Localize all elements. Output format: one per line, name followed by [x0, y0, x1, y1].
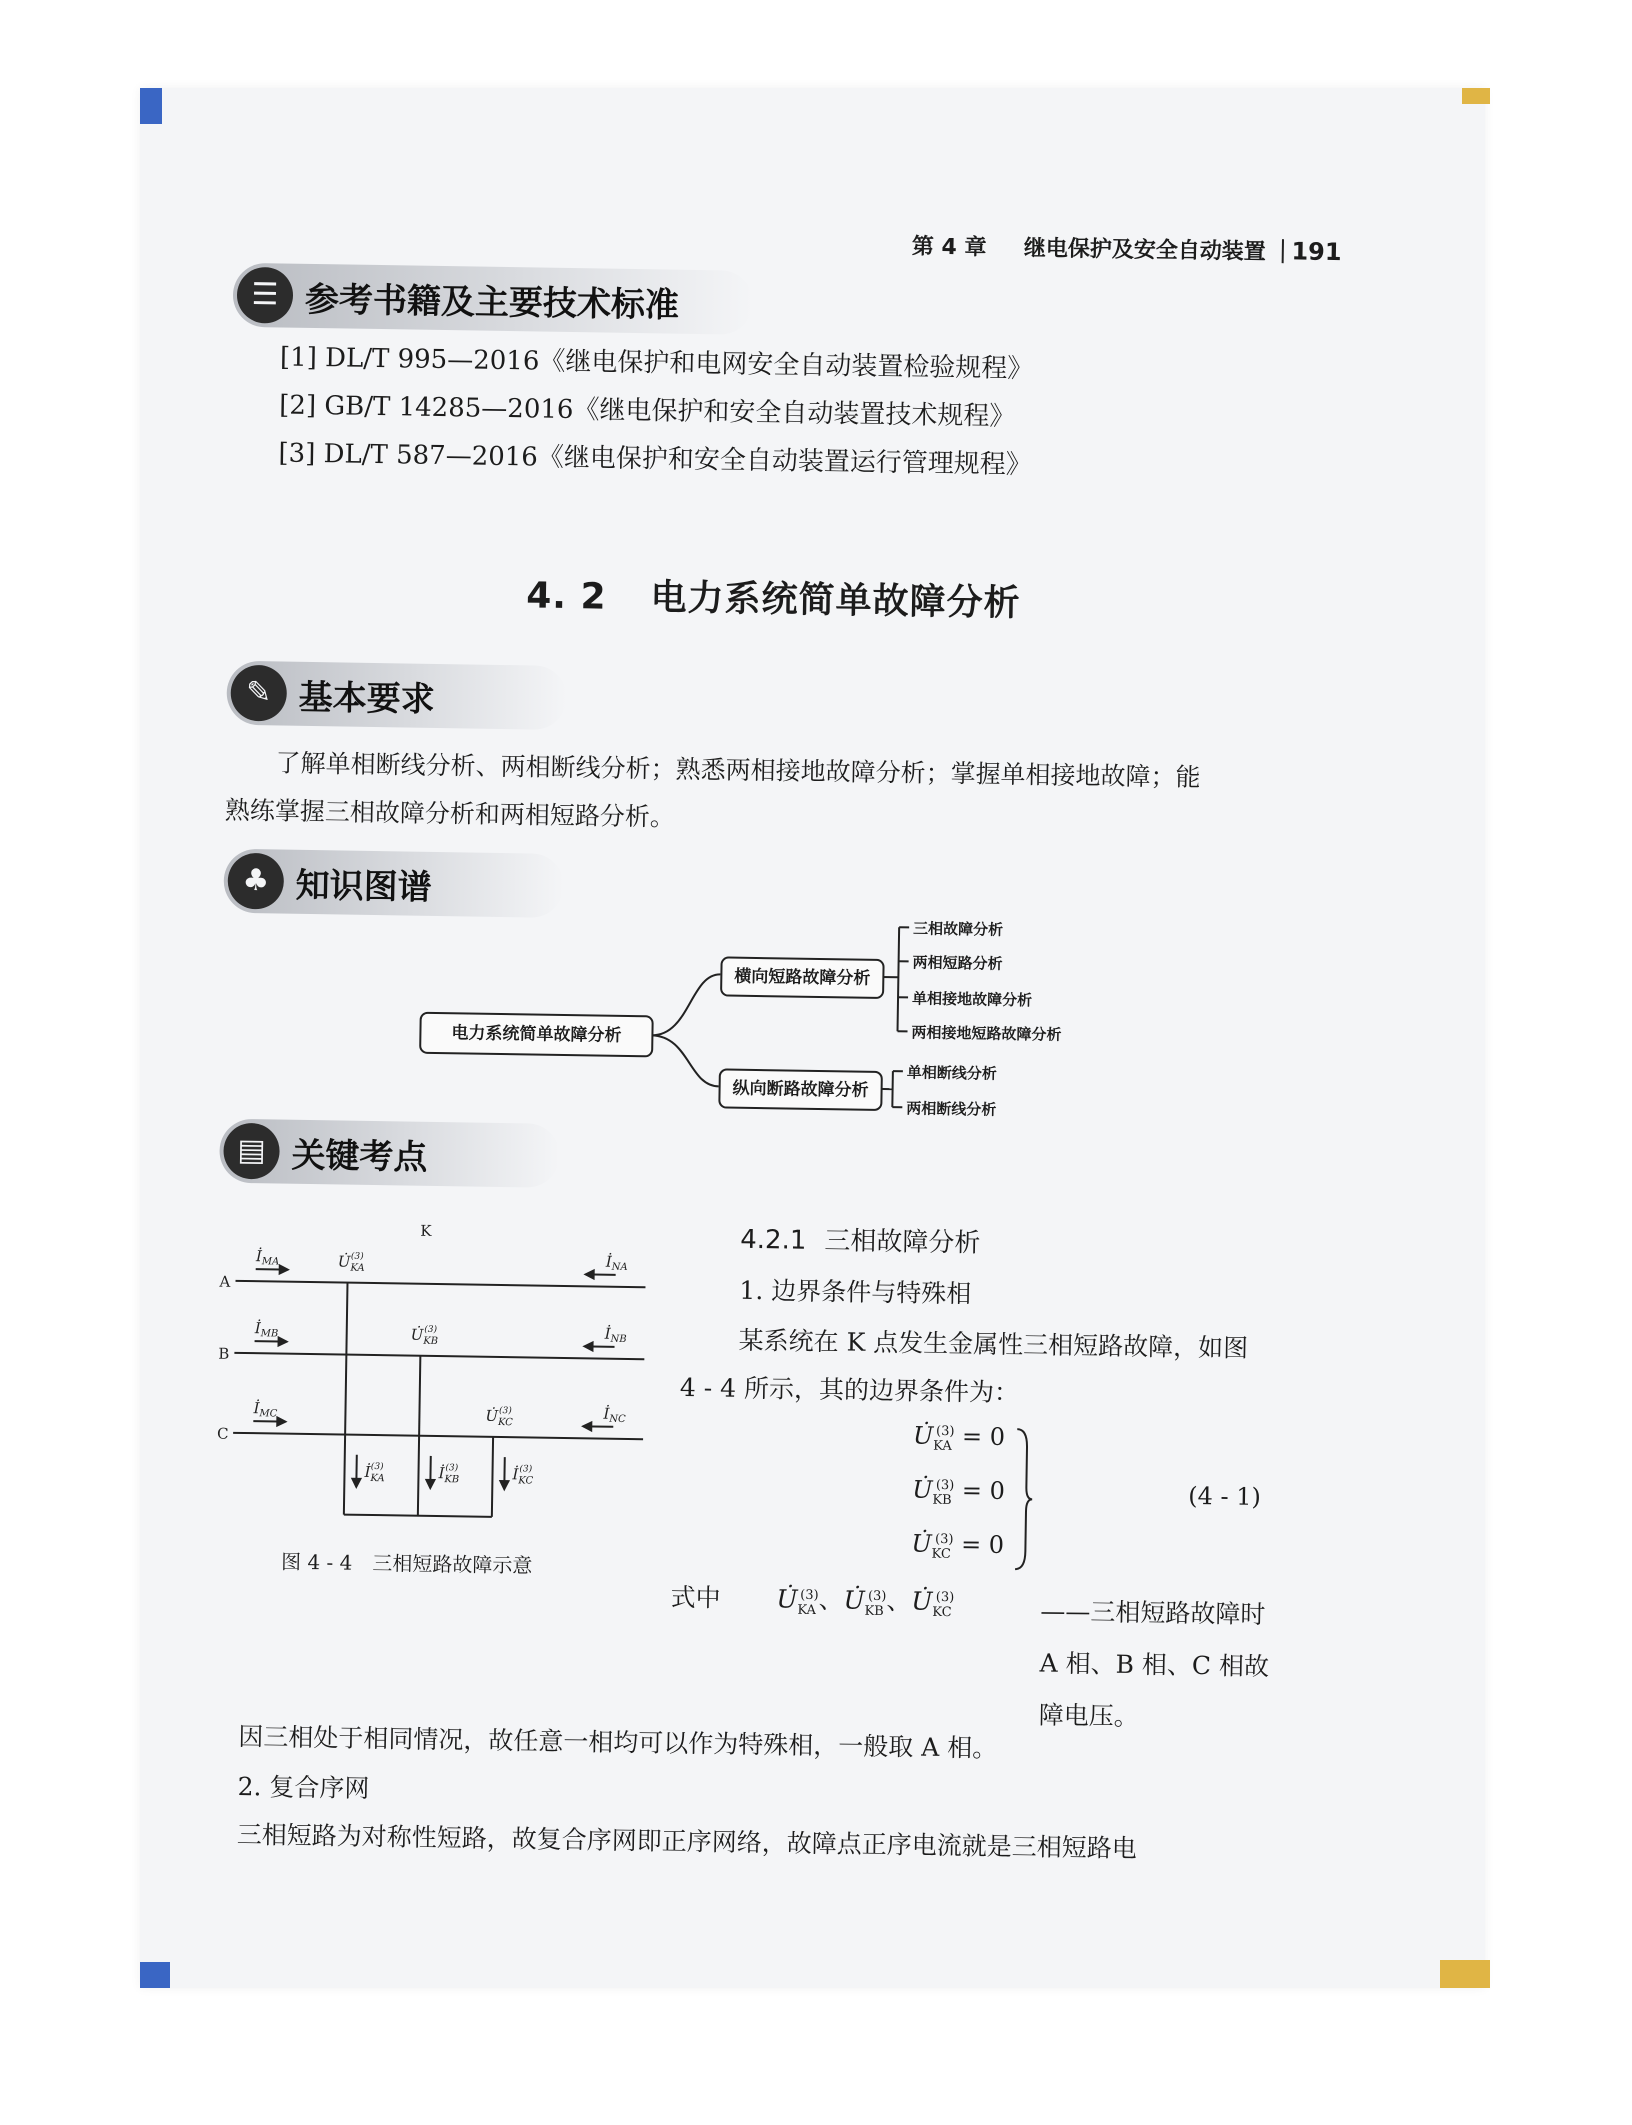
- knowledge-map-heading: [223, 849, 564, 918]
- svg-text:İMB: $İ_{MB}$: [254, 1319, 279, 1339]
- requirements-heading: [226, 661, 567, 730]
- list-item-heading: 2. 复合序网: [237, 1763, 370, 1813]
- reference-item: [2] GB/T 14285—2016《继电保护和安全自动装置技术规程》: [279, 381, 1033, 441]
- list-item-heading: 1. 边界条件与特殊相: [739, 1267, 972, 1319]
- section-number: 4. 2: [526, 575, 607, 617]
- body-text-line: 4 - 4 所示，其的边界条件为：: [680, 1364, 1020, 1417]
- svg-text:İKA(3): $İ_{KA}(3)$: [363, 1461, 385, 1484]
- page-number: 191: [1291, 237, 1342, 266]
- key-points-title: 关键考点: [291, 1128, 428, 1179]
- references-heading: [233, 263, 754, 335]
- running-head: [912, 229, 1342, 267]
- requirements-text-line: 了解单相断线分析、两相断线分析；熟悉两相接地故障分析；掌握单相接地故障；能: [275, 739, 1201, 802]
- three-phase-fault-figure: [201, 1212, 676, 1553]
- equation-brace: [1013, 1427, 1035, 1571]
- requirements-text-line: 熟练掌握三相故障分析和两相短路分析。: [225, 787, 676, 842]
- phase-c-label: C: [217, 1425, 229, 1443]
- mind-map-leaf: 两相断线分析: [906, 1097, 996, 1119]
- phase-b-label: B: [218, 1345, 229, 1363]
- section-name: 电力系统简单故障分析: [650, 577, 1021, 624]
- svg-text:İKC(3): $İ_{KC}(3)$: [511, 1463, 533, 1486]
- svg-text:İMC: $İ_{MC}$: [252, 1399, 277, 1419]
- reference-item: [3] DL/T 587—2016《继电保护和安全自动装置运行管理规程》: [278, 429, 1032, 489]
- chapter-title: 继电保护及安全自动装置: [1024, 236, 1266, 265]
- body-text-line: 三相短路为对称性短路，故复合序网即正序网络，故障点正序电流就是三相短路电: [236, 1811, 1137, 1873]
- subsection-number: 4.2.1: [740, 1225, 807, 1256]
- mind-map-root: 电力系统简单故障分析: [419, 1012, 654, 1058]
- mind-map-leaf: 三相故障分析: [913, 917, 1003, 939]
- subsection-name: 三相故障分析: [824, 1226, 980, 1258]
- open-book-icon: ▤: [223, 1123, 280, 1180]
- fault-point-label: K: [420, 1222, 432, 1240]
- equation-line: $U̇_{KA}^{(3)} = 0$: [913, 1422, 1005, 1455]
- svg-text:İKB(3): $İ_{KB}(3)$: [437, 1462, 459, 1485]
- mind-map-leaf: 单相断线分析: [907, 1061, 997, 1083]
- reference-list: [278, 333, 1034, 489]
- reference-item: [1] DL/T 995—2016《继电保护和电网安全自动装置检验规程》: [280, 333, 1034, 393]
- figure-caption: 图 4 - 4 三相短路故障示意: [281, 1546, 533, 1579]
- mind-map-branch: 横向短路故障分析: [720, 956, 885, 999]
- references-title: 参考书籍及主要技术标准: [305, 272, 680, 327]
- where-clause: 式中 $U̇_{KA}^{(3)}$、$U̇_{KB}^{(3)}$、$U̇_{KC}^{(3)}$: [670, 1578, 954, 1620]
- svg-text:U̇KC(3): $U̇_{KC}(3)$: [485, 1405, 513, 1428]
- where-lead: 式中: [670, 1583, 720, 1613]
- body-text-line: 因三相处于相同情况，故任意一相均可以作为特殊相，一般取 A 相。: [238, 1713, 998, 1773]
- equation-number: (4 - 1): [1188, 1482, 1261, 1511]
- divider: [1281, 239, 1283, 263]
- svg-text:İMA: $İ_{MA}$: [255, 1247, 280, 1267]
- subsection-title: [740, 1219, 981, 1260]
- mind-map-leaf: 单相接地故障分析: [912, 987, 1032, 1010]
- book-stack-icon: ☰: [237, 267, 294, 324]
- circuit-diagram: [201, 1212, 676, 1549]
- chapter-label: 第 4 章: [912, 234, 987, 260]
- mind-map-leaf: 两相短路分析: [912, 951, 1002, 973]
- section-title: [526, 567, 1021, 626]
- equation-line: $U̇_{KC}^{(3)} = 0$: [911, 1530, 1004, 1563]
- where-description: ——三相短路故障时 A 相、B 相、C 相故障电压。: [1038, 1586, 1280, 1746]
- svg-text:İNC: $İ_{NC}$: [602, 1405, 626, 1425]
- body-text-line: 某系统在 K 点发生金属性三相短路故障，如图: [738, 1317, 1248, 1373]
- quill-icon: ✎: [230, 665, 287, 722]
- mind-map-leaf: 两相接地短路故障分析: [911, 1021, 1061, 1044]
- svg-text:İNB: $İ_{NB}$: [604, 1325, 627, 1345]
- mind-map-branch: 纵向断路故障分析: [718, 1068, 883, 1111]
- svg-text:U̇KA(3): $U̇_{KA}(3)$: [338, 1250, 365, 1273]
- svg-text:U̇KB(3): $U̇_{KB}(3)$: [411, 1324, 439, 1347]
- equation-line: $U̇_{KB}^{(3)} = 0$: [912, 1476, 1005, 1509]
- requirements-title: 基本要求: [298, 670, 435, 721]
- knowledge-map-title: 知识图谱: [295, 858, 432, 909]
- key-points-heading: [219, 1119, 560, 1188]
- svg-text:İNA: $İ_{NA}$: [605, 1253, 628, 1273]
- phase-a-label: A: [218, 1273, 230, 1291]
- apple-books-icon: ♣: [227, 853, 284, 910]
